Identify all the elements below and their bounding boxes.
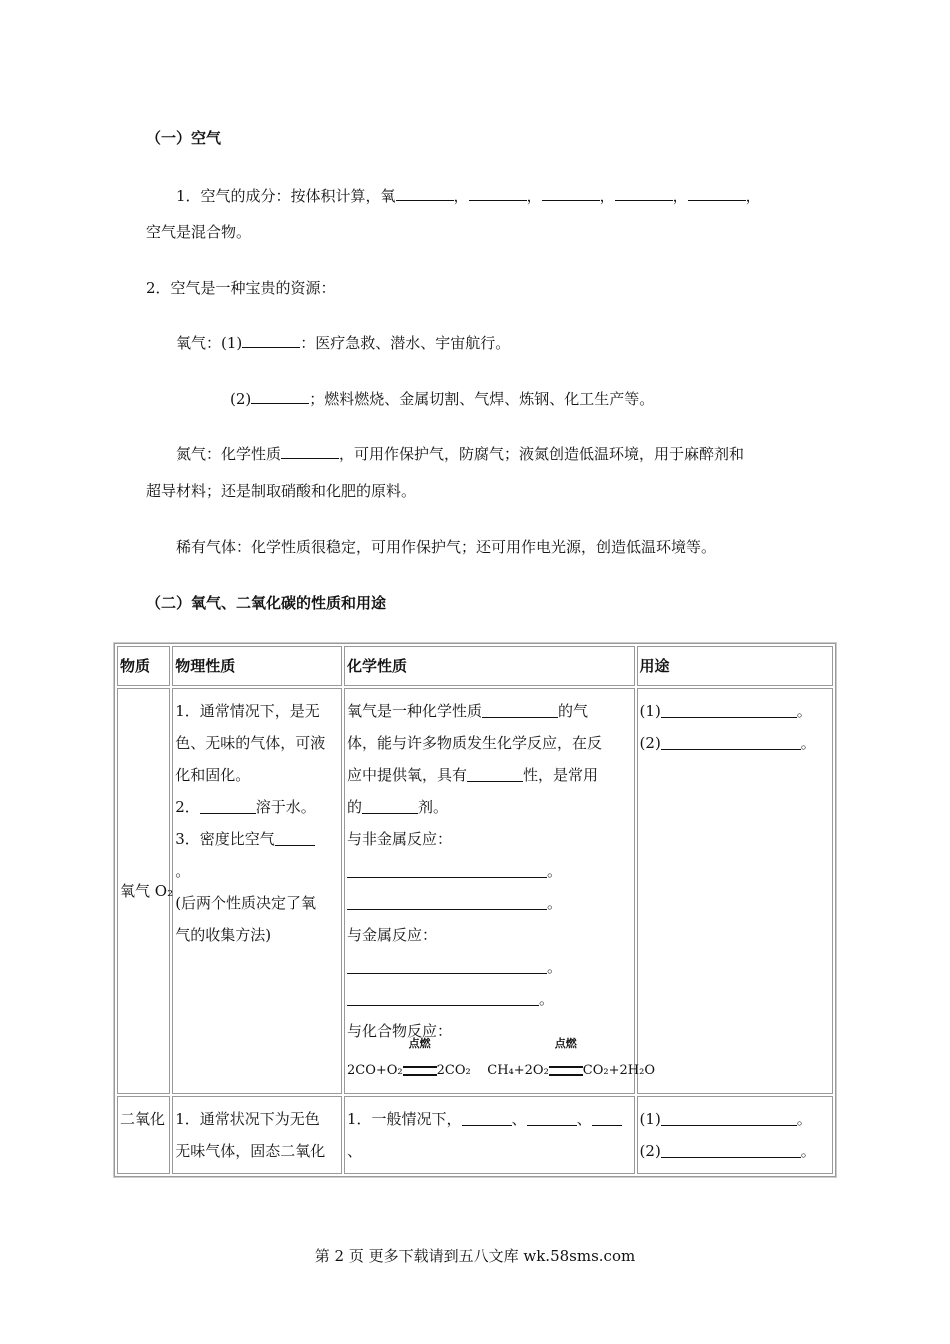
separator: ， <box>745 187 761 205</box>
blank <box>347 953 547 974</box>
header-substance: 物质 <box>117 646 170 686</box>
phys-line: 化和固化。 <box>175 766 251 784</box>
condition-label: 点燃 <box>554 1037 577 1050</box>
use-number: (1) <box>639 702 661 720</box>
equation-1-right: 2CO₂ <box>436 1063 471 1078</box>
separator: 、 <box>511 1110 527 1128</box>
period: 。 <box>800 734 816 752</box>
chem-line <box>347 759 632 791</box>
blank <box>592 1105 622 1126</box>
oxygen-num-2: (2) <box>230 390 252 408</box>
rare-gas-line: 稀有气体：化学性质很稳定，可用作保护气；还可用作电光源，创造低温环境等。 <box>176 538 717 556</box>
phys-line: 无味气体，固态二氧化 <box>175 1142 326 1160</box>
phys-line-density <box>175 823 339 855</box>
blank <box>661 697 797 718</box>
oxygen-use-2: ；燃料燃烧、金属切割、气焊、炼钢、化工生产等。 <box>309 390 655 408</box>
answer-line <box>347 951 632 983</box>
blank <box>347 889 547 910</box>
blank <box>688 185 746 201</box>
chem-line: 体，能与许多物质发生化学反应，在反 <box>347 734 603 752</box>
blank <box>661 1105 797 1126</box>
chem-text: 氧气是一种化学性质 <box>347 702 483 720</box>
phys-line: 色、无味的气体，可液 <box>175 734 326 752</box>
co2-name: 二氧化 <box>120 1110 166 1128</box>
reaction-arrow <box>549 1037 583 1087</box>
co2-uses-cell <box>637 1096 833 1174</box>
nitrogen-line-2: 超导材料；还是制取硝酸和化肥的原料。 <box>146 482 417 500</box>
period: 。 <box>796 1110 812 1128</box>
phys-line-solubility <box>175 791 339 823</box>
blank <box>661 1137 801 1158</box>
equation-1-left: 2CO+O₂ <box>347 1063 403 1078</box>
blank <box>362 793 418 814</box>
phys-line: 1．通常状况下为无色 <box>175 1110 320 1128</box>
item-number: 2． <box>175 798 200 816</box>
chem-text: 性，是常用 <box>523 766 599 784</box>
chem-text: 剂。 <box>418 798 449 816</box>
blank <box>242 332 300 348</box>
section-heading-air: （一）空气 <box>146 129 222 147</box>
use-line <box>640 727 830 759</box>
table-row-oxygen <box>117 688 833 1094</box>
blank <box>275 825 315 846</box>
co2-name-cell <box>117 1096 170 1174</box>
chem-line: 、 <box>347 1142 363 1160</box>
chem-line <box>347 1103 632 1135</box>
metal-heading: 与金属反应： <box>347 926 438 944</box>
condition-label: 点燃 <box>408 1037 431 1050</box>
period: 。 <box>539 990 555 1008</box>
chem-text: 应中提供氧，具有 <box>347 766 468 784</box>
page-footer: 第 2 页 更多下载请到五八文库 wk.58sms.com <box>314 1247 636 1265</box>
reaction-arrow <box>403 1037 437 1087</box>
use-number: (2) <box>639 734 661 752</box>
separator: ， <box>453 187 469 205</box>
blank <box>615 185 673 201</box>
air-composition-line <box>176 185 761 206</box>
blank <box>396 185 454 201</box>
solubility-suffix: 溶于水。 <box>255 798 316 816</box>
co2-chemical-cell <box>344 1096 635 1174</box>
period: 。 <box>547 894 563 912</box>
chem-text: 1．一般情况下， <box>347 1110 462 1128</box>
nitrogen-prefix: 氮气：化学性质 <box>176 445 282 463</box>
period: 。 <box>547 958 563 976</box>
equation-2-left: CH₄+2O₂ <box>487 1063 549 1078</box>
blank <box>347 985 539 1006</box>
chem-line <box>347 695 632 727</box>
chem-text: 的气 <box>558 702 589 720</box>
nonmetal-heading: 与非金属反应： <box>347 830 453 848</box>
answer-line <box>347 983 632 1015</box>
air-mixture-text: 空气是混合物。 <box>146 223 252 241</box>
oxygen-physical-cell <box>172 688 342 1094</box>
blank <box>542 185 600 201</box>
period: 。 <box>796 702 812 720</box>
answer-line <box>347 855 632 887</box>
blank <box>467 761 523 782</box>
use-line <box>640 695 830 727</box>
oxygen-use-1: ：医疗急救、潜水、宇宙航行。 <box>300 334 511 352</box>
separator: ， <box>672 187 688 205</box>
oxygen-name: 氧气 O₂ <box>120 882 174 900</box>
equation-2-right: CO₂+2H₂O <box>582 1063 655 1078</box>
nitrogen-suffix: ，可用作保护气，防腐气；液氮创造低温环境，用于麻醉剂和 <box>339 445 745 463</box>
blank <box>251 388 309 404</box>
oxygen-use-line-2 <box>230 388 654 409</box>
table-row-co2 <box>117 1096 833 1174</box>
oxygen-name-cell <box>117 688 174 1094</box>
oxygen-use-line-1 <box>176 332 510 353</box>
phys-line: 气的收集方法) <box>175 926 272 944</box>
compound-heading: 与化合物反应： <box>347 1022 453 1040</box>
co2-physical-cell <box>172 1096 342 1174</box>
oxygen-chemical-cell <box>344 688 655 1094</box>
equals-sign <box>549 1066 583 1076</box>
blank <box>462 1105 512 1126</box>
section-heading-o2-co2: （二）氧气、二氧化碳的性质和用途 <box>146 594 387 612</box>
blank <box>347 857 547 878</box>
period: 。 <box>547 862 563 880</box>
blank <box>281 443 339 459</box>
use-number: (1) <box>639 1110 661 1128</box>
header-chemical: 化学性质 <box>344 646 635 686</box>
chem-text: 的 <box>347 798 363 816</box>
separator: ， <box>599 187 615 205</box>
phys-line: 1．通常情况下，是无 <box>175 702 320 720</box>
nitrogen-line-1 <box>176 443 744 464</box>
phys-line: (后两个性质决定了氧 <box>175 894 317 912</box>
properties-table <box>114 643 836 1177</box>
oxygen-uses-cell <box>637 688 833 1094</box>
air-composition-prefix: 1．空气的成分：按体积计算，氧 <box>176 187 396 205</box>
phys-line: 。 <box>175 862 191 880</box>
blank <box>482 697 558 718</box>
separator: ， <box>526 187 542 205</box>
density-text: 3．密度比空气 <box>175 830 275 848</box>
use-number: (2) <box>639 1142 661 1160</box>
use-line <box>640 1103 830 1135</box>
header-uses: 用途 <box>637 646 833 686</box>
header-physical: 物理性质 <box>172 646 342 686</box>
blank <box>200 793 256 814</box>
air-resource-heading: 2．空气是一种宝贵的资源： <box>146 279 336 297</box>
chem-line <box>347 791 632 823</box>
equations-line <box>347 1037 655 1087</box>
separator: 、 <box>576 1110 592 1128</box>
period: 。 <box>800 1142 816 1160</box>
use-line <box>640 1135 830 1167</box>
table-header-row <box>117 646 833 686</box>
blank <box>527 1105 577 1126</box>
blank <box>469 185 527 201</box>
answer-line <box>347 887 632 919</box>
equals-sign <box>403 1066 437 1076</box>
blank <box>661 729 801 750</box>
oxygen-label: 氧气：(1) <box>176 334 243 352</box>
